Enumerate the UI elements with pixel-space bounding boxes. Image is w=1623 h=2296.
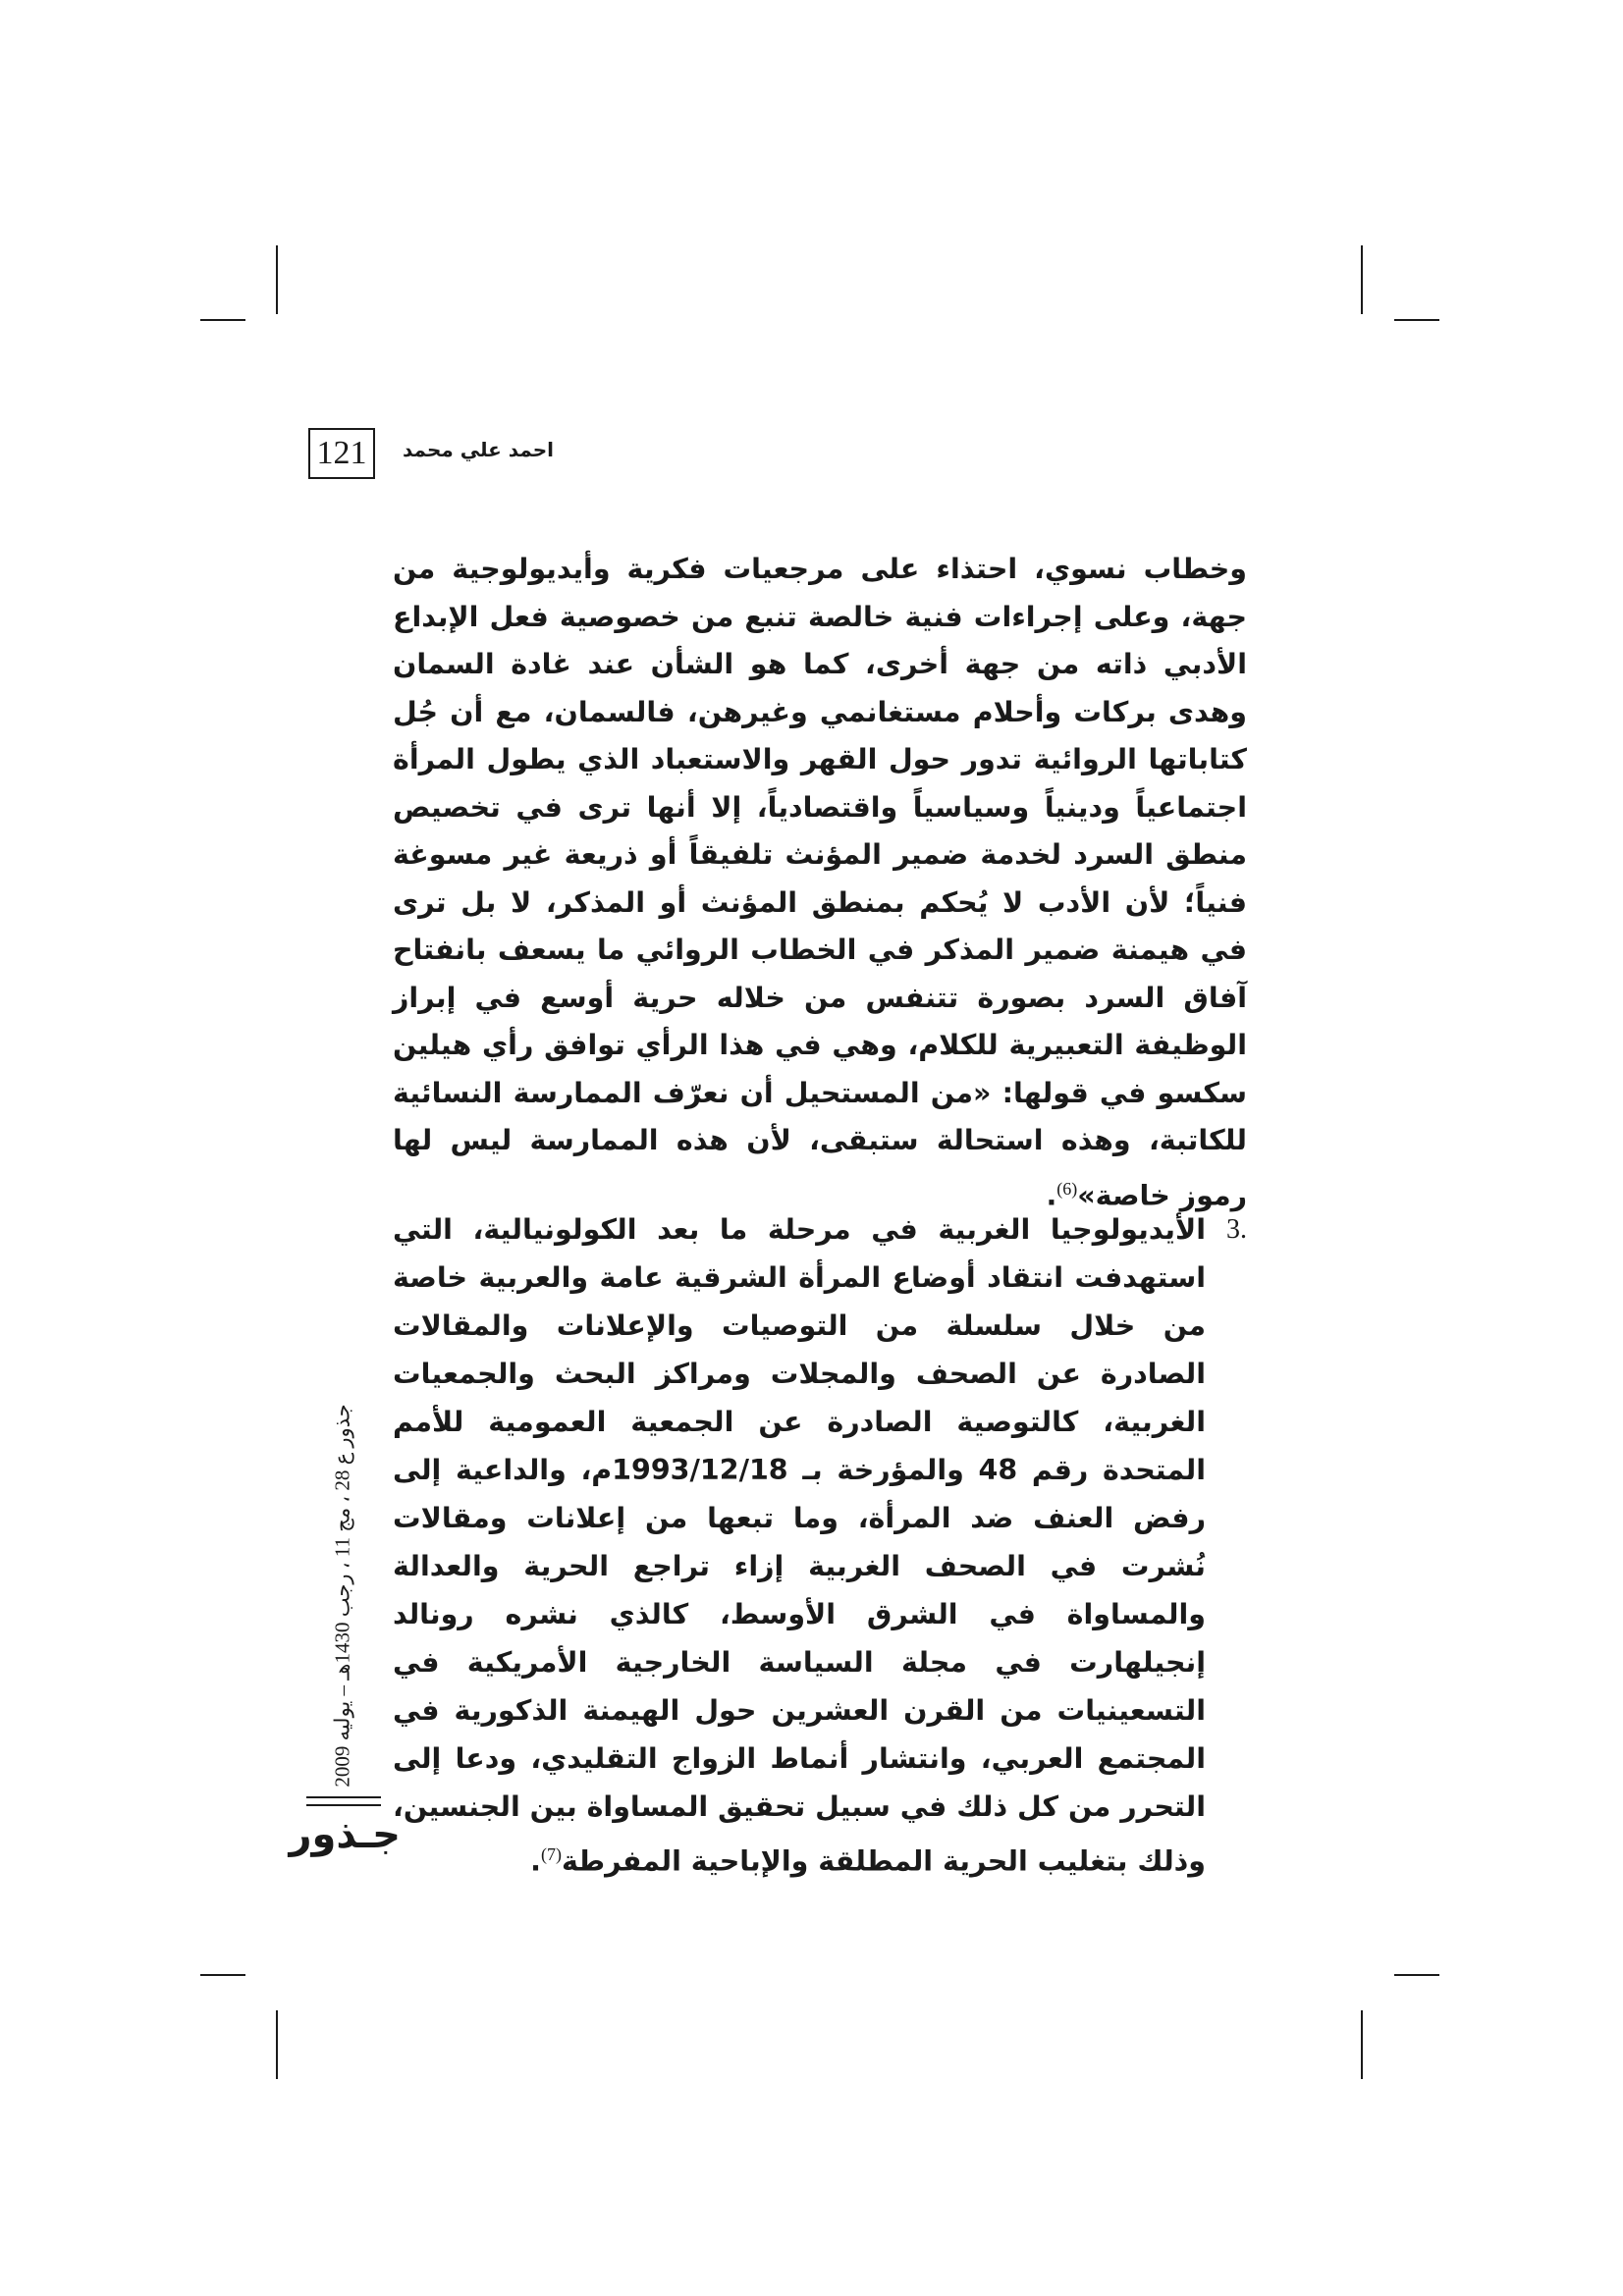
item-paragraph: الأيديولوجيا الغربية في مرحلة ما بعد الكولونيالية، التي استهدفت انتقاد أوضاع المرأة الشرقية عامة والعربية خاصة من خلال سلسلة من التوصيات والإعلانات والمقالات الصادرة عن الصحف والمجلات ومراكز البحث والجمعيات الغربية، كالتوصية الصادرة عن الجمعية العمومية للأمم المتحدة رقم 48 والمؤرخة بـ 1993/12/18م، والداعية إلى رفض العنف ضد المرأة، وما تبعها من إعلانات ومقالات نُشرت في الصحف الغربية إزاء تراجع الحرية والعدالة والمساواة في الشرق الأوسط، كالذي نشره رونالد إنجيلهارت في مجلة السياسة الخارجية الأمريكية في التسعينيات من القرن العشرين حول الهيمنة الذكورية في المجتمع العربي، وانتشار أنماط الزواج التقليدي، ودعا إلى التحرر من كل ذلك في سبيل تحقيق المساواة بين الجنسين، وذلك بتغليب الحرية المطلقة والإباحية المفرطة$^{(7)}$. bbox=[393, 1213, 1206, 1878]
paragraph-text: وخطاب نسوي، احتذاء على مرجعيات فكرية وأيديولوجية من جهة، وعلى إجراءات فنية خالصة تنبع من خصوصية فعل الإبداع الأدبي ذاته من جهة أخرى، كما هو الشأن عند غادة السمان وهدى بركات وأحلام مستغانمي وغيرهن، فالسمان، مع أن جُل كتاباتها الروائية تدور حول القهر والاستعباد الذي يطول المرأة اجتماعياً ودينياً وسياسياً واقتصادياً، إلا أنها ترى في تخصيص منطق السرد لخدمة ضمير المؤنث تلفيقاً أو ذريعة غير مسوغة فنياً؛ لأن الأدب لا يُحكم بمنطق المؤنث أو المذكر، لا بل ترى في هيمنة ضمير المذكر في الخطاب الروائي ما يسعف بانفتاح آفاق السرد بصورة تتنفس من خلاله حرية أوسع في إبراز الوظيفة التعبيرية للكلام، وهي في هذا الرأي توافق رأي هيلين سكسو في قولها: «من المستحيل أن نعرّف الممارسة النسائية للكاتبة، وهذه استحالة ستبقى، لأن هذه الممارسة ليس لها رموز خاصة» bbox=[393, 553, 1247, 1211]
running-head-author: احمد علي محمد bbox=[403, 438, 554, 461]
item-number: .3 bbox=[1226, 1214, 1247, 1245]
crop-mark bbox=[1394, 319, 1439, 321]
numbered-item bbox=[393, 1205, 1247, 1886]
crop-mark bbox=[1361, 245, 1363, 314]
journal-logo: جـذور bbox=[289, 1812, 401, 1857]
body-paragraph: وخطاب نسوي، احتذاء على مرجعيات فكرية وأيديولوجية من جهة، وعلى إجراءات فنية خالصة تنبع من خصوصية فعل الإبداع الأدبي ذاته من جهة أخرى، كما هو الشأن عند غادة السمان وهدى بركات وأحلام مستغانمي وغيرهن، فالسمان، مع أن جُل كتاباتها الروائية تدور حول القهر والاستعباد الذي يطول المرأة اجتماعياً ودينياً وسياسياً واقتصادياً، إلا أنها ترى في تخصيص منطق السرد لخدمة ضمير المؤنث تلفيقاً أو ذريعة غير مسوغة فنياً؛ لأن الأدب لا يُحكم بمنطق المؤنث أو المذكر، لا بل ترى في هيمنة ضمير المذكر في الخطاب الروائي ما يسعف بانفتاح آفاق السرد بصورة تتنفس من خلاله حرية أوسع في إبراز الوظيفة التعبيرية للكلام، وهي في هذا الرأي توافق رأي هيلين سكسو في قولها: «من المستحيل أن نعرّف الممارسة النسائية للكاتبة، وهذه استحالة ستبقى، لأن هذه الممارسة ليس لها رموز خاصة»$^{(6)}$. bbox=[393, 553, 1247, 1211]
crop-mark bbox=[1394, 1974, 1439, 1976]
issue-strip bbox=[328, 1394, 357, 1796]
issue-line: جذور ع 28 ، مج 11 ، رجب 1430هـ – يوليه 2009 bbox=[330, 1403, 354, 1788]
crop-mark bbox=[1361, 2010, 1363, 2079]
crop-mark bbox=[200, 319, 245, 321]
crop-mark bbox=[200, 1974, 245, 1976]
divider bbox=[306, 1796, 381, 1806]
crop-mark bbox=[276, 2010, 278, 2079]
footnote-marker: (7) bbox=[540, 1844, 562, 1864]
crop-mark bbox=[276, 245, 278, 314]
item-text: الأيديولوجيا الغربية في مرحلة ما بعد الكولونيالية، التي استهدفت انتقاد أوضاع المرأة الشرقية عامة والعربية خاصة من خلال سلسلة من التوصيات والإعلانات والمقالات الصادرة عن الصحف والمجلات ومراكز البحث والجمعيات الغربية، كالتوصية الصادرة عن الجمعية العمومية للأمم المتحدة رقم 48 والمؤرخة بـ 1993/12/18م، والداعية إلى رفض العنف ضد المرأة، وما تبعها من إعلانات ومقالات نُشرت في الصحف الغربية إزاء تراجع الحرية والعدالة والمساواة في الشرق الأوسط، كالذي نشره رونالد إنجيلهارت في مجلة السياسة الخارجية الأمريكية في التسعينيات من القرن العشرين حول الهيمنة الذكورية في المجتمع العربي، وانتشار أنماط الزواج التقليدي، ودعا إلى التحرر من كل ذلك في سبيل تحقيق المساواة بين الجنسين، وذلك بتغليب الحرية المطلقة والإباحية المفرطة bbox=[393, 1213, 1206, 1878]
footnote-marker: (6) bbox=[1056, 1178, 1078, 1199]
page-number: 121 bbox=[308, 428, 375, 479]
